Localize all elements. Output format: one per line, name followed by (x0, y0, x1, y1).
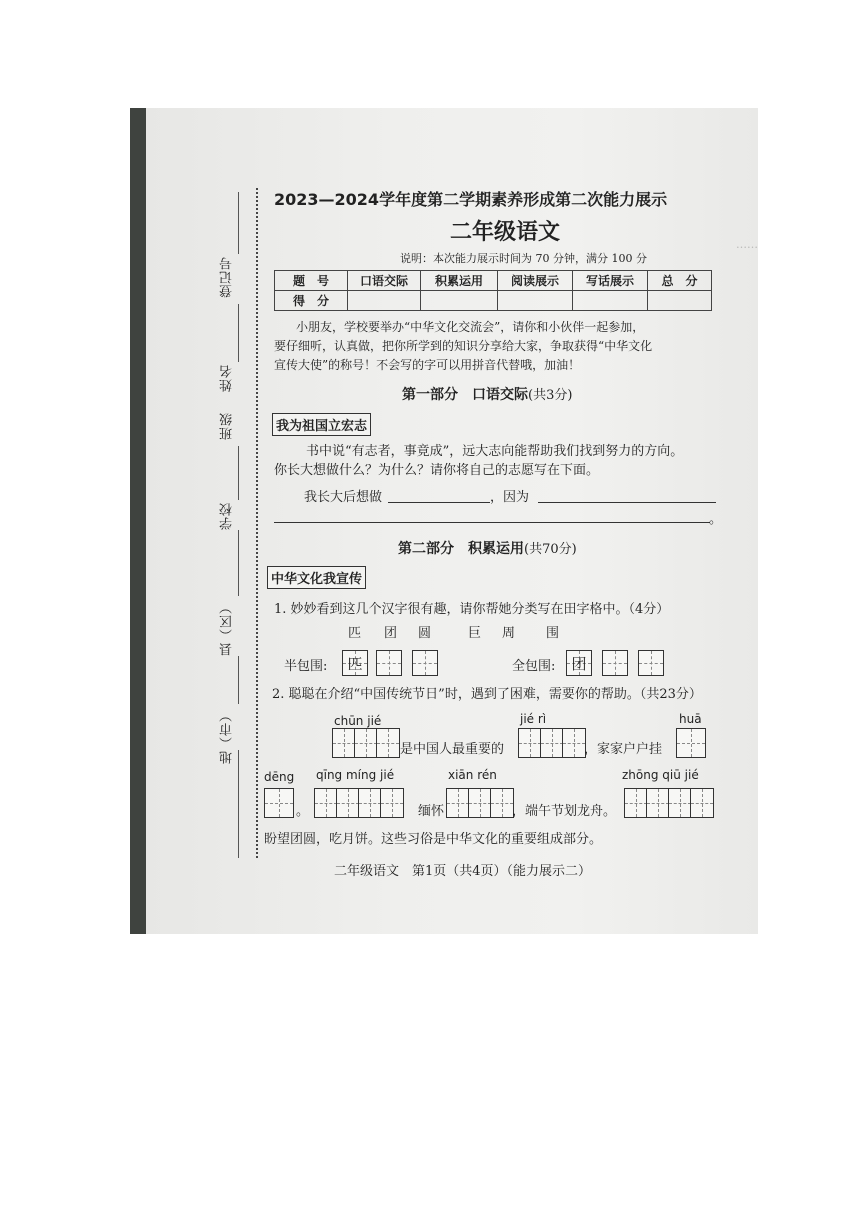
intro-line: 宣传大使”的称号！不会写的字可以用拼音代替哦，加油！ (274, 358, 581, 372)
tianzige-box[interactable] (354, 728, 378, 758)
tianzige-box[interactable] (264, 788, 294, 818)
tianzige-box[interactable] (358, 788, 382, 818)
tianzige-box[interactable] (562, 728, 586, 758)
part2-heading (398, 538, 577, 558)
tianzige-box[interactable] (412, 650, 438, 676)
tianzige-box[interactable] (446, 788, 470, 818)
character: 巨 (468, 626, 482, 641)
character: 围 (546, 626, 560, 641)
class-label: 班级 (220, 412, 235, 440)
tianzige-box[interactable] (624, 788, 648, 818)
sidebar-line (238, 750, 239, 858)
tianzige-box[interactable] (602, 650, 628, 676)
tianzige-box[interactable] (376, 728, 400, 758)
page-footer: 二年级语文 第1页（共4页）（能力展示二） (334, 864, 592, 879)
score-header-row (275, 271, 712, 291)
exam-note: 说明：本次能力展示时间为 70 分钟，满分 100 分 (400, 252, 647, 265)
pinyin: dēng (264, 770, 295, 784)
school-label: 学校 (220, 502, 235, 530)
character: 圆 (418, 626, 432, 641)
sentence-text: 。 (296, 804, 310, 819)
score-header-cell: 总 分 (648, 271, 712, 291)
tianzige-box[interactable] (566, 650, 592, 676)
pinyin: zhōng qiū jié (622, 768, 699, 782)
pinyin: huā (679, 712, 702, 726)
subject-title: 二年级语文 (450, 220, 561, 245)
part2-tag: 中华文化我宣传 (267, 566, 366, 589)
county-label: 县（区） (220, 600, 235, 656)
question-1: 1. 妙妙看到这几个汉字很有趣，请你帮她分类写在田字格中。（4分） (274, 602, 670, 617)
score-header-cell: 口语交际 (348, 271, 421, 291)
full-enclosure-label: 全包围: (512, 659, 556, 674)
score-header-cell: 阅读展示 (498, 271, 573, 291)
intro-line: 小朋友，学校要举办“中华文化交流会”，请你和小伙伴一起参加， (296, 320, 645, 334)
sentence-text: 是中国人最重要的 (400, 742, 505, 757)
tianzige-box[interactable] (314, 788, 338, 818)
tianzige-box[interactable] (518, 728, 542, 758)
part1-text: 书中说“有志者，事竟成”，远大志向能帮助我们找到努力的方向。 (306, 444, 684, 459)
tianzige-box[interactable] (540, 728, 564, 758)
character: 团 (384, 626, 398, 641)
fill-label: ，因为 (490, 490, 530, 505)
score-cell[interactable] (421, 291, 498, 311)
exam-title: 2023—2024学年度第二学期素养形成第二次能力展示 (274, 190, 668, 209)
exam-photo (130, 108, 758, 934)
tianzige-box[interactable] (332, 728, 356, 758)
question-2: 2. 聪聪在介绍“中国传统节日”时，遇到了困难，需要你的帮助。（共23分） (272, 687, 702, 702)
tianzige-box[interactable] (690, 788, 714, 818)
score-cell[interactable] (498, 291, 573, 311)
score-cell[interactable] (573, 291, 648, 311)
tianzige-box[interactable] (668, 788, 692, 818)
binding-dotted-line (256, 188, 258, 858)
tianzige-box[interactable] (646, 788, 670, 818)
score-cell[interactable] (648, 291, 712, 311)
exam-paper: …… 登记号 姓名 班级 学校 县（区） 地（市） 2023—2024学年度第二学期素养形成第二次能力展示 二年级语文 说明：本次能力展示时间为 70 分钟，满分 100 分 题 号 口语交际 积累运用 阅读展示 写话展示 总 分 得 分 小朋友，学校要举办“中华文化交流会”，请你和小伙伴一起参加， 要仔细听，认真做，把你所学到的知识分享给大家，争取获得“中华文化 宣传大使”的称号！不会写的字可以用拼音代替哦，加油！ 第一部分 口语交际(共3分) 我为祖国立宏志 书中说“有志者，事竟成”，远大志向能帮助我们找到努力的方向。 你长大想做什么？为什么？请你将自己的志愿写在下面。 我长大后想做 ，因为 。 第二部分 积累运用(共70分) 中华文化我宣传 1. 妙妙看到这几个汉字很有趣，请你帮她分类写在田字格中。（4分） 匹 团 圆 巨 周 围 半包围: 匹 全包围: 团 2. 聪聪在介绍“中国传统节日”时，遇到了困难，需要你的帮助。（共23分） chūn jié jié rì huā 是中国人最重要的 ，家家户户挂 dēng qīng míng jié xiān rén zhōng qiū jié 。 缅怀 ，端午节划龙舟。 盼望团圆，吃月饼。这些习俗是中华文化的重要组成部分。 二年级语文 第1页（共4页）（能力展示二） (146, 108, 758, 934)
sentence-text: ，家家户户挂 (584, 742, 663, 757)
character: 周 (502, 626, 516, 641)
sentence-text: 盼望团圆，吃月饼。这些习俗是中华文化的重要组成部分。 (264, 832, 603, 847)
tianzige-box[interactable] (376, 650, 402, 676)
paper-edge-shadow (130, 108, 146, 934)
tianzige-box[interactable] (342, 650, 368, 676)
name-label: 姓名 (220, 364, 235, 392)
score-row (275, 291, 712, 311)
part2-title: 第二部分 积累运用 (398, 541, 524, 557)
part1-tag: 我为祖国立宏志 (272, 413, 371, 436)
ambition-answer-line[interactable] (388, 486, 490, 503)
part1-heading (402, 384, 572, 404)
tianzige-box[interactable] (380, 788, 404, 818)
score-header-cell: 题 号 (275, 271, 348, 291)
tianzige-box[interactable] (336, 788, 360, 818)
sentence-text: 缅怀 (418, 804, 445, 819)
pinyin: xiān rén (448, 768, 497, 782)
sidebar-line (238, 304, 239, 362)
reason-answer-line[interactable] (538, 486, 716, 503)
sidebar-line (238, 656, 239, 704)
tianzige-box[interactable] (638, 650, 664, 676)
reason-answer-line-2[interactable] (274, 508, 710, 523)
city-label: 地（市） (220, 708, 235, 764)
intro-line: 要仔细听，认真做，把你所学到的知识分享给大家，争取获得“中华文化 (274, 339, 653, 353)
score-header-cell: 积累运用 (421, 271, 498, 291)
sidebar-line (238, 192, 239, 254)
pinyin: chūn jié (334, 714, 382, 728)
score-table (274, 270, 712, 311)
part2-points: (共70分) (524, 542, 577, 557)
sidebar-line (238, 530, 239, 596)
tianzige-box[interactable] (676, 728, 706, 758)
reg-number-label: 登记号 (220, 256, 235, 298)
fill-label: 我长大后想做 (304, 490, 383, 505)
half-enclosure-label: 半包围: (284, 659, 328, 674)
character: 匹 (348, 626, 362, 641)
score-cell[interactable] (348, 291, 421, 311)
tianzige-box[interactable] (490, 788, 514, 818)
handwritten-char: 匹 (347, 654, 363, 673)
part1-points: (共3分) (528, 388, 573, 403)
score-row-label: 得 分 (275, 291, 348, 311)
sentence-text: ，端午节划龙舟。 (512, 804, 617, 819)
pinyin: jié rì (520, 712, 547, 726)
part1-title: 第一部分 口语交际 (402, 387, 528, 403)
period: 。 (709, 512, 723, 527)
score-header-cell: 写话展示 (573, 271, 648, 291)
handwritten-char: 团 (571, 654, 587, 673)
tianzige-box[interactable] (468, 788, 492, 818)
part1-text: 你长大想做什么？为什么？请你将自己的志愿写在下面。 (274, 463, 600, 478)
pinyin: qīng míng jié (316, 768, 395, 782)
sidebar-line (238, 446, 239, 500)
